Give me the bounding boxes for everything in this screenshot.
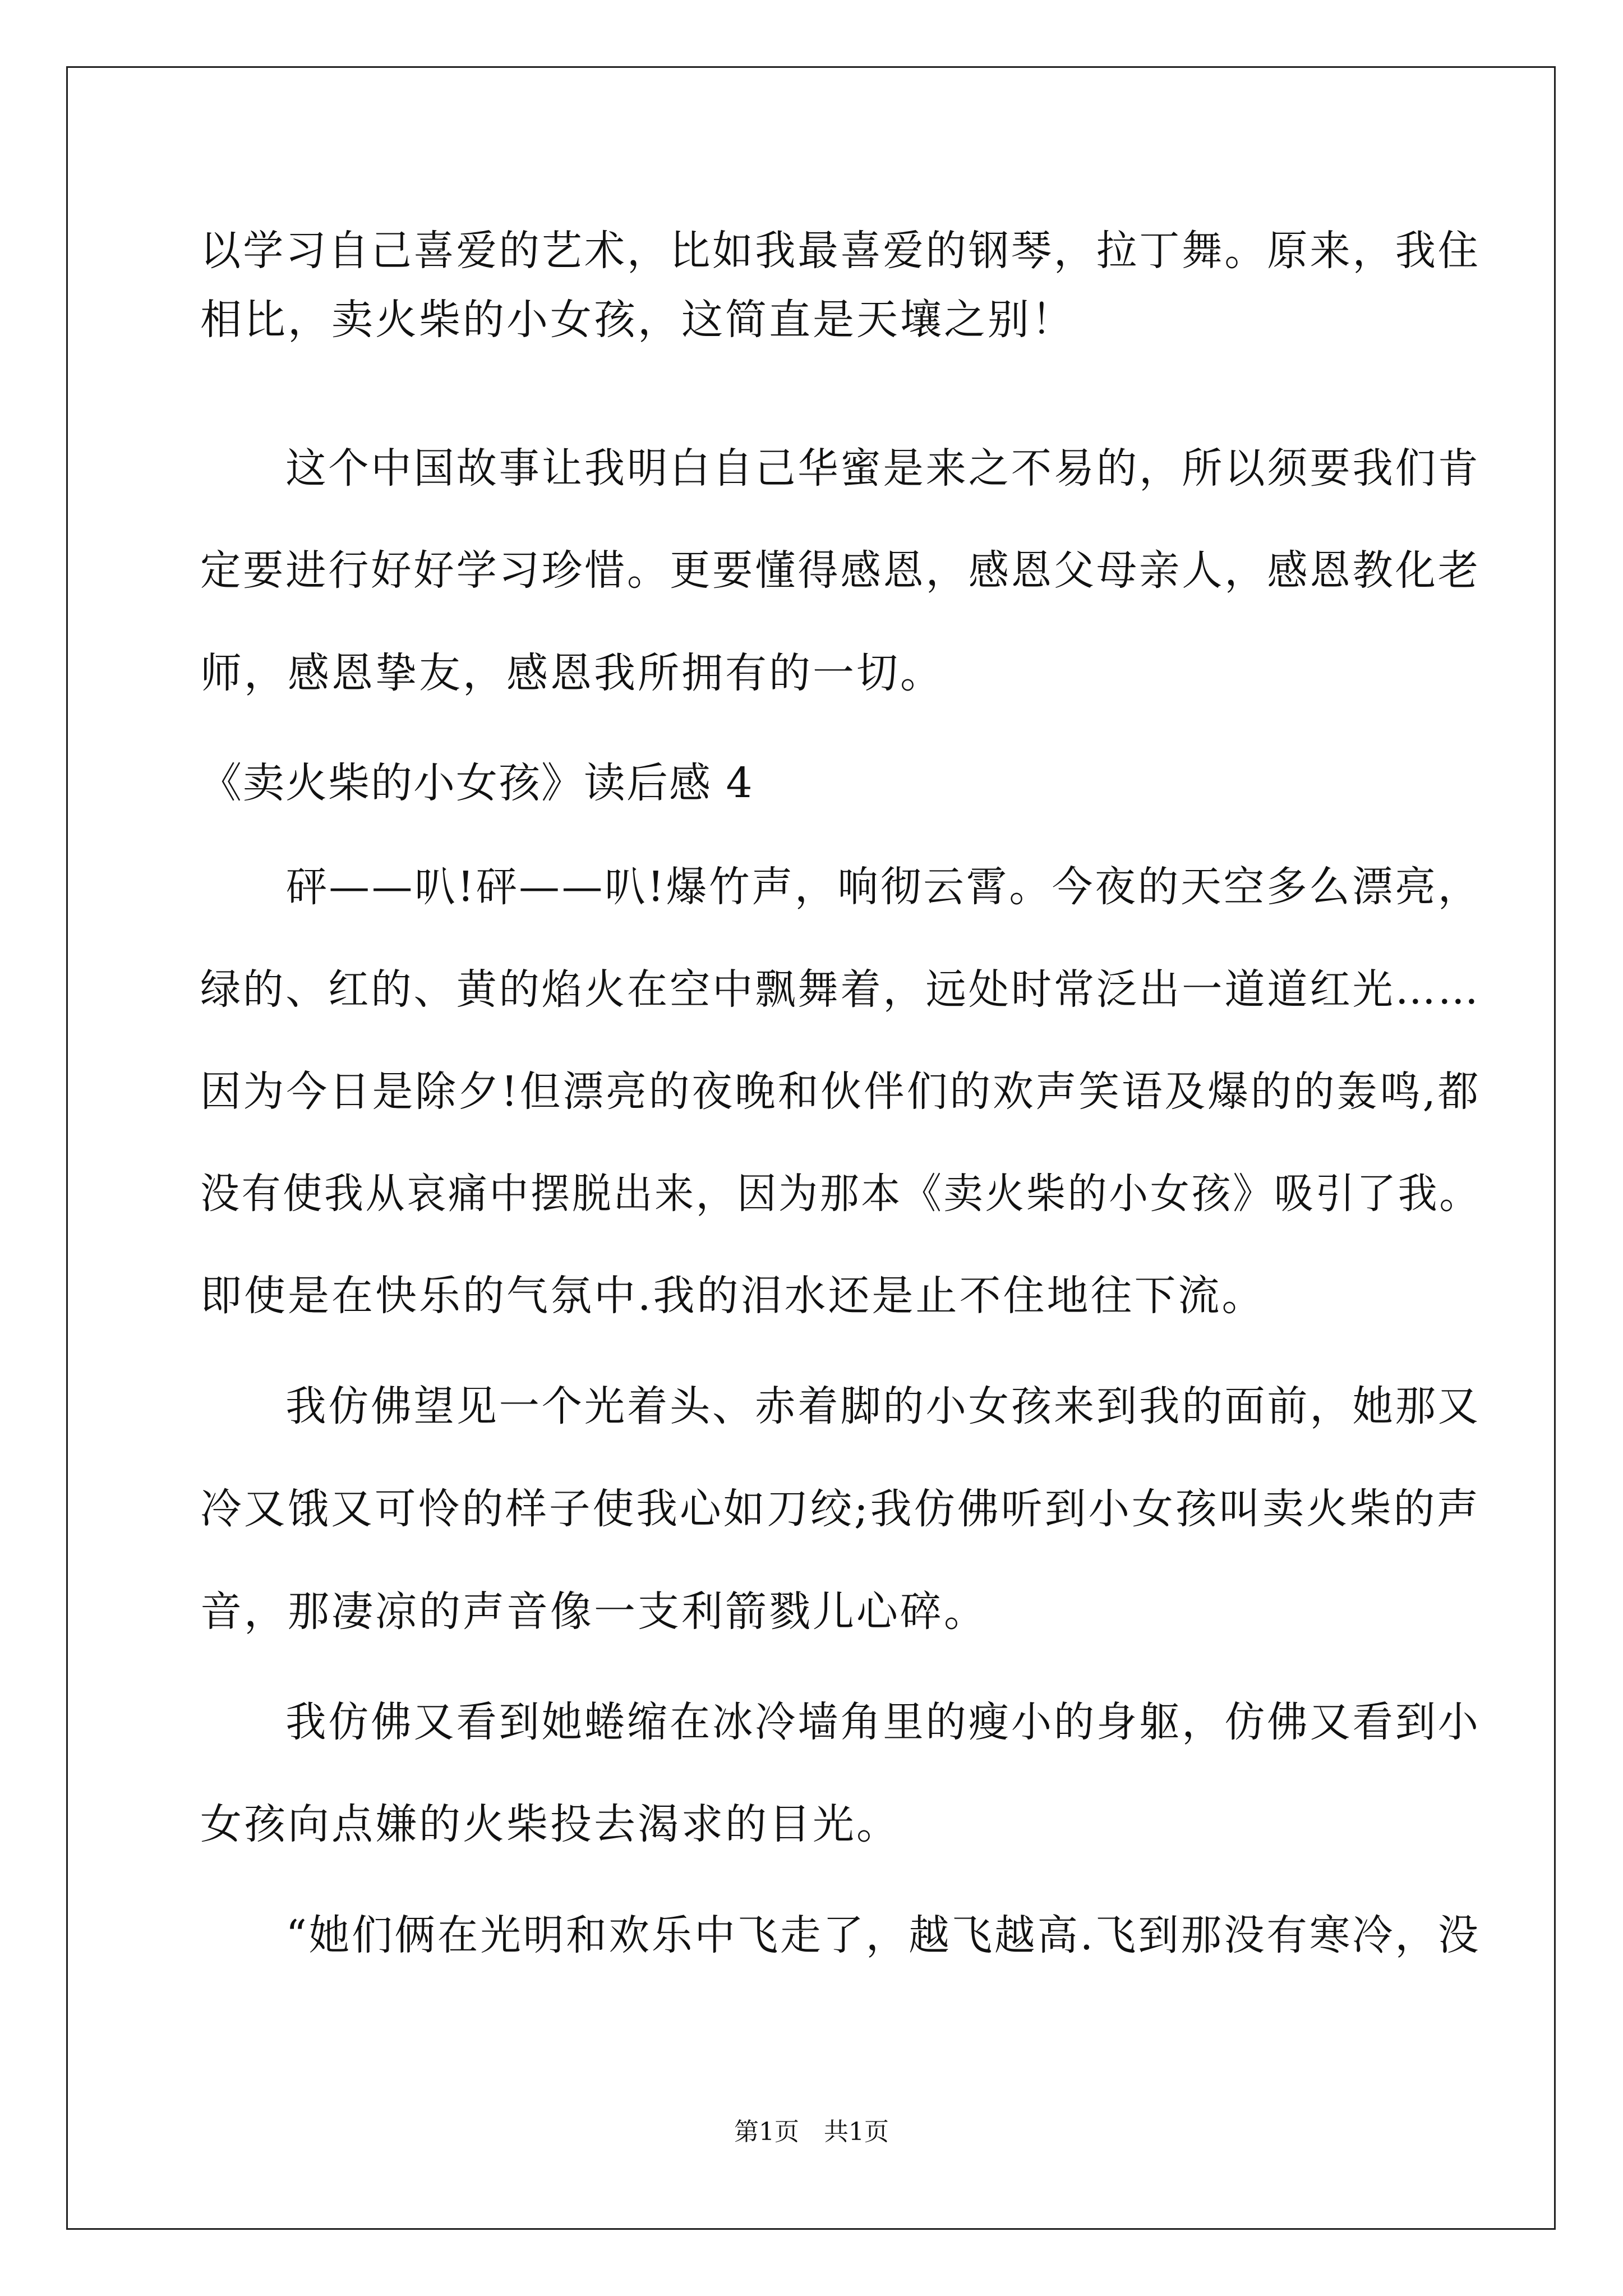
text-line: 相比，卖火柴的小女孩，这简直是天壤之别！ [200,296,1075,344]
text-line: 没有使我从哀痛中摆脱出来，因为那本《卖火柴的小女孩》吸引了我。 [200,1170,1481,1218]
page-number-footer: 第1页 共1页 [734,2118,889,2146]
text-line: 我仿佛望见一个光着头、赤着脚的小女孩来到我的面前，她那又 [200,1382,1481,1430]
text-line: 绿的、红的、黄的焰火在空中飘舞着，远处时常泛出一道道红光…… [200,965,1481,1014]
text-line: 这个中国故事让我明白自己华蜜是来之不易的，所以须要我们肯 [200,444,1481,493]
page-frame [66,66,1556,2230]
text-line: 我仿佛又看到她蜷缩在冰冷墙角里的瘦小的身躯，仿佛又看到小 [200,1698,1481,1746]
text-line: 以学习自己喜爱的艺术，比如我最喜爱的钢琴，拉丁舞。原来，我住 [200,227,1481,275]
text-line: “她们俩在光明和欢乐中飞走了，越飞越高.飞到那没有寒冷，没 [200,1911,1481,1959]
text-line: 定要进行好好学习珍惜。更要懂得感恩，感恩父母亲人，感恩教化老 [200,546,1481,595]
text-line: 冷又饿又可怜的样子使我心如刀绞;我仿佛听到小女孩叫卖火柴的声 [200,1485,1481,1533]
text-line: 女孩向点嫌的火柴投去渴求的目光。 [200,1800,900,1848]
section-heading: 《卖火柴的小女孩》读后感 4 [200,759,754,807]
text-line: 音，那凄凉的声音像一支利箭戮儿心碎。 [200,1588,988,1636]
text-line: 师，感恩挚友，感恩我所拥有的一切。 [200,649,944,697]
text-line: 即使是在快乐的气氛中.我的泪水还是止不住地往下流。 [200,1272,1266,1320]
text-line: 因为今日是除夕!但漂亮的夜晚和伙伴们的欢声笑语及爆的的轰鸣,都 [200,1068,1481,1116]
text-line: 砰——叭!砰——叭!爆竹声，响彻云霄。今夜的天空多么漂亮， [200,863,1481,911]
